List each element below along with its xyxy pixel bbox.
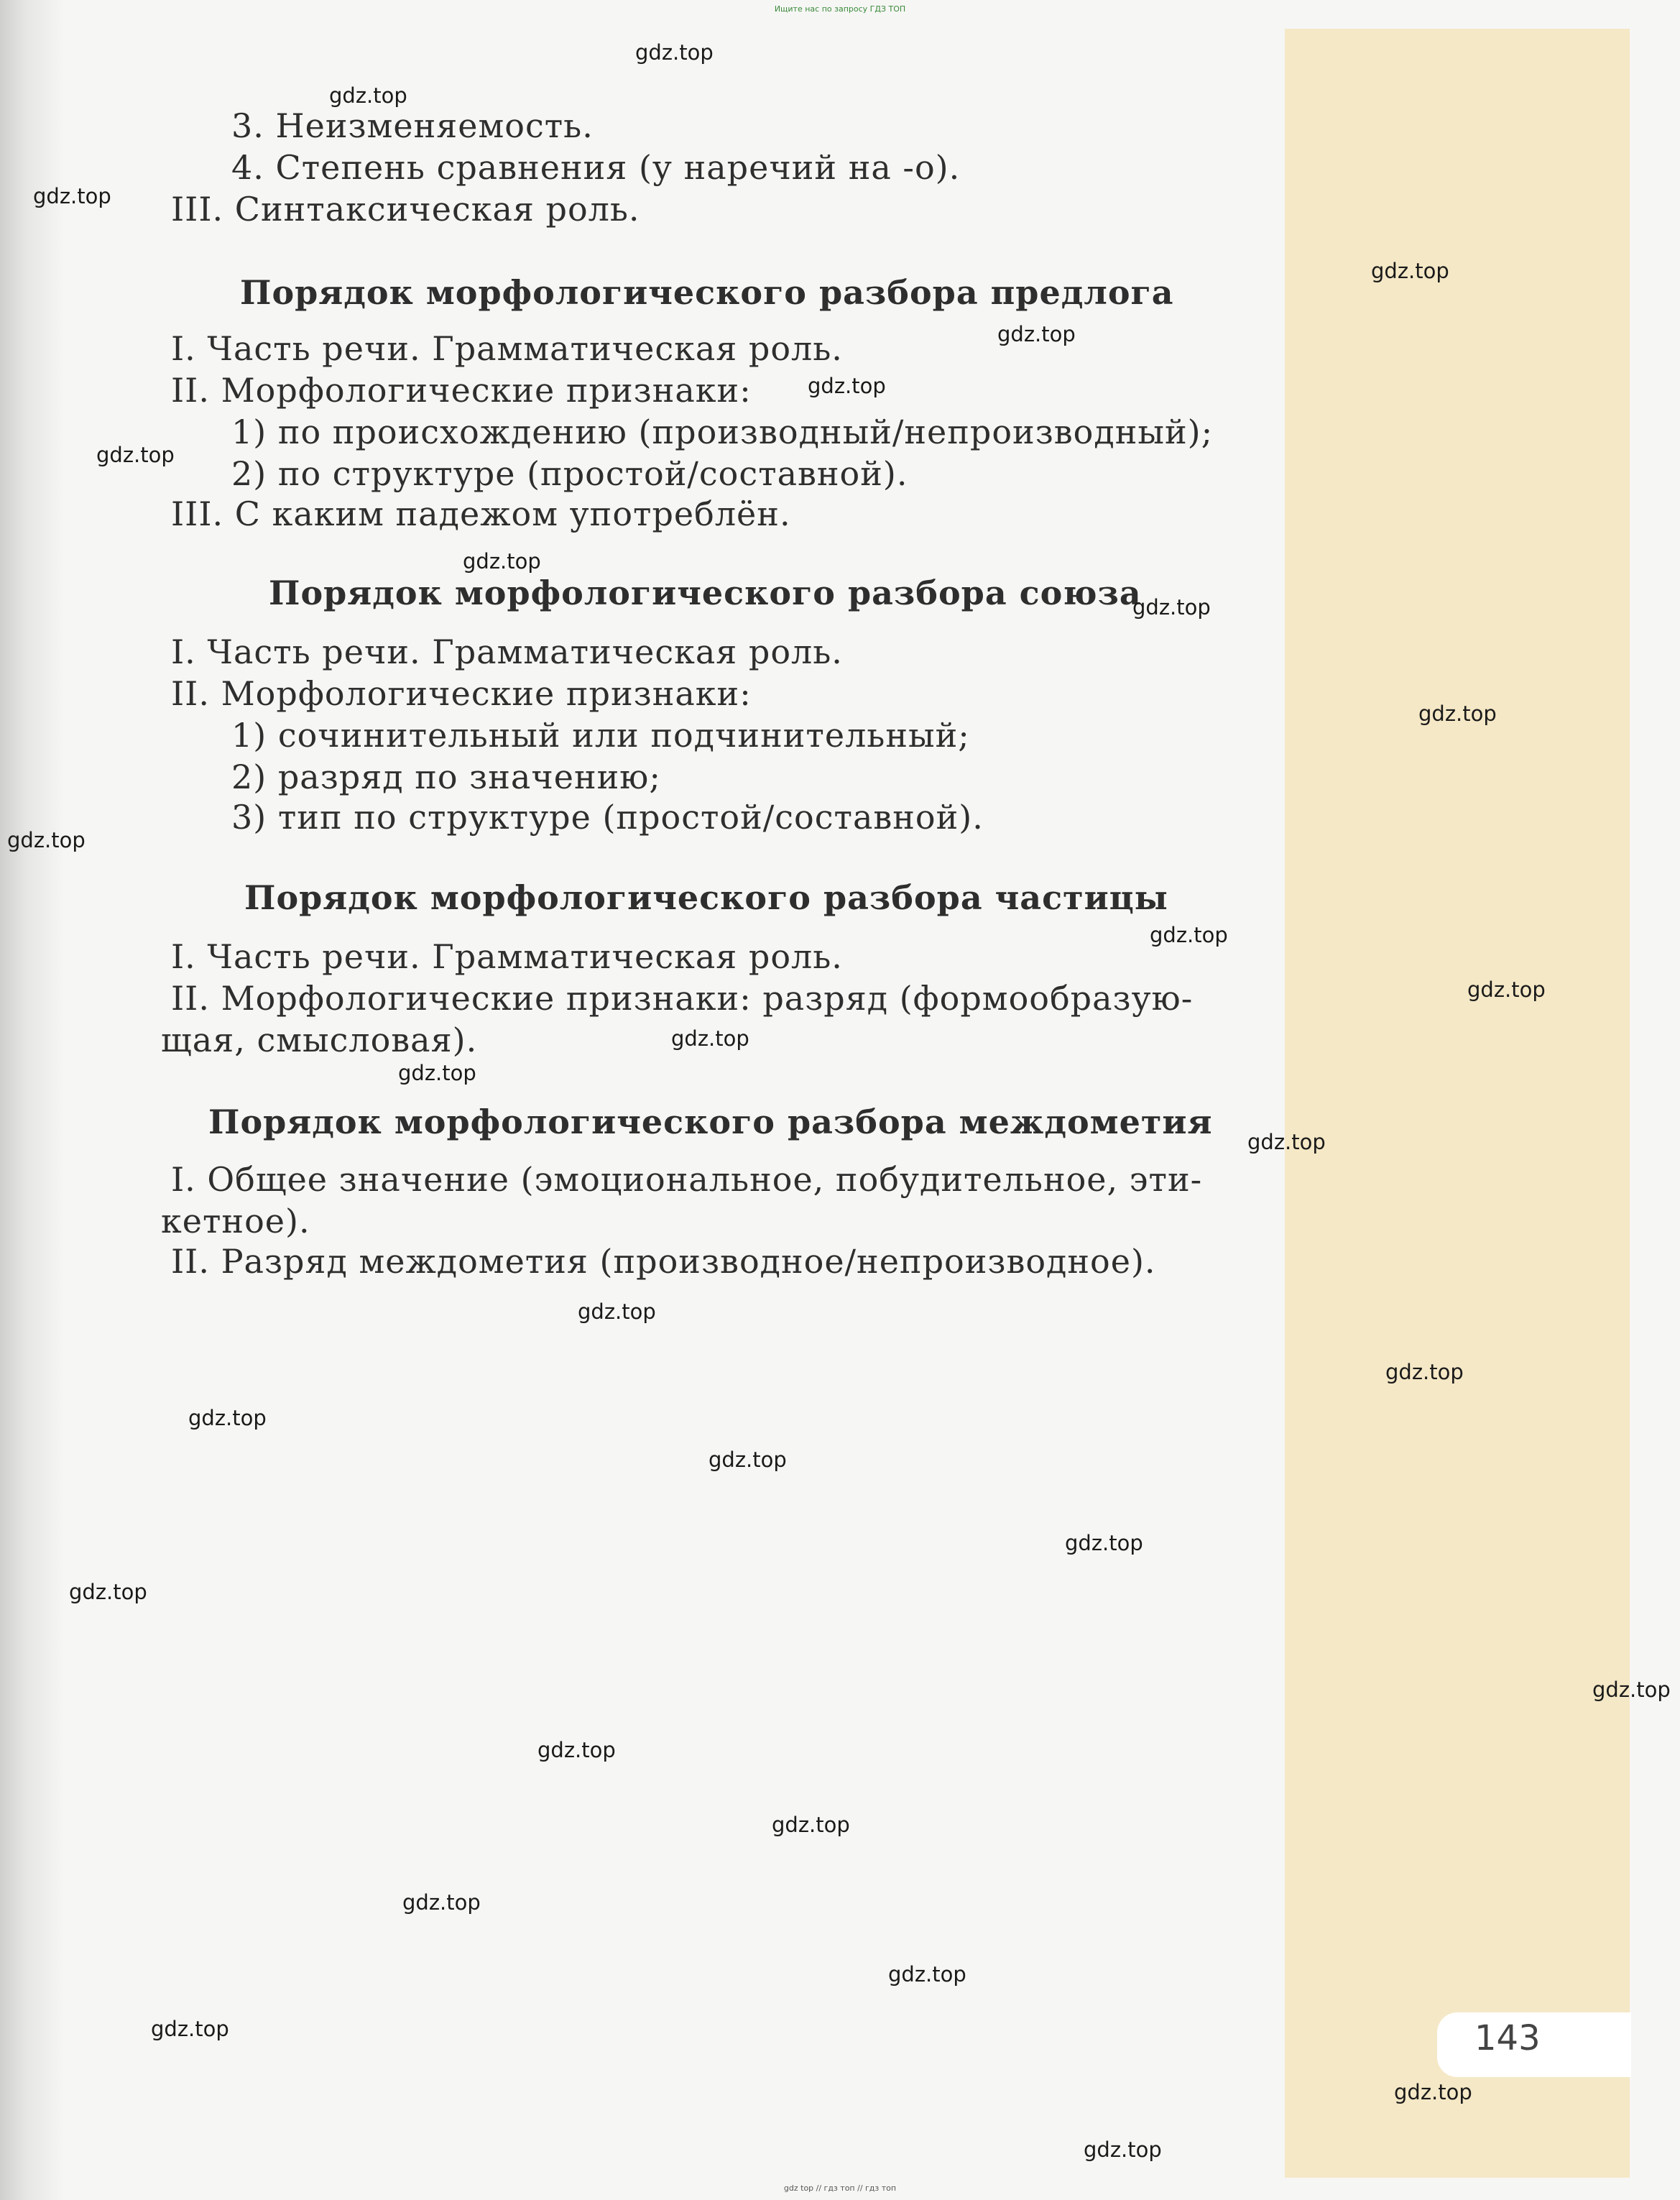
top-banner[interactable]: Ищите нас по запросу ГДЗ ТОП	[774, 4, 906, 14]
particle-line-2: II. Морфологические признаки: разряд (формообразую-	[171, 979, 1194, 1018]
bottom-banner[interactable]: gdz top // гдз топ // гдз топ	[783, 2183, 897, 2193]
page-number: 143	[1474, 2018, 1541, 2058]
watermark: gdz.top	[1371, 259, 1449, 283]
watermark: gdz.top	[463, 549, 541, 574]
watermark: gdz.top	[1467, 977, 1546, 1002]
watermark: gdz.top	[1418, 701, 1497, 726]
watermark: gdz.top	[33, 184, 111, 208]
section-heading-conjunction: Порядок морфологического разбора союза	[269, 574, 1142, 612]
preposition-line-3: 1) по происхождению (производный/непроизводный);	[231, 413, 1214, 451]
preposition-line-2: II. Морфологические признаки:	[171, 371, 752, 410]
interjection-line-2: кетное).	[161, 1202, 310, 1241]
watermark: gdz.top	[709, 1448, 787, 1472]
conjunction-line-1: I. Часть речи. Грамматическая роль.	[171, 632, 843, 671]
intro-line-3: 3. Неизменяемость.	[231, 106, 594, 145]
particle-line-1: I. Часть речи. Грамматическая роль.	[171, 937, 843, 976]
watermark: gdz.top	[537, 1738, 616, 1762]
watermark: gdz.top	[151, 2017, 229, 2041]
intro-line-syntax: III. Синтаксическая роль.	[171, 190, 640, 229]
conjunction-line-3: 1) сочинительный или подчинительный;	[231, 716, 970, 755]
section-heading-preposition: Порядок морфологического разбора предлога	[240, 273, 1174, 312]
watermark: gdz.top	[1394, 2080, 1472, 2104]
watermark: gdz.top	[402, 1890, 481, 1915]
book-spine-shadow	[0, 0, 65, 2200]
watermark: gdz.top	[1065, 1531, 1143, 1555]
watermark: gdz.top	[188, 1406, 267, 1430]
section-heading-interjection: Порядок морфологического разбора междометия	[208, 1103, 1213, 1141]
preposition-line-1: I. Часть речи. Грамматическая роль.	[171, 329, 843, 368]
watermark: gdz.top	[578, 1299, 656, 1324]
watermark: gdz.top	[398, 1061, 476, 1085]
watermark: gdz.top	[808, 374, 886, 398]
watermark: gdz.top	[671, 1026, 749, 1051]
watermark: gdz.top	[69, 1580, 147, 1604]
interjection-line-3: II. Разряд междометия (производное/непроизводное).	[171, 1242, 1156, 1281]
watermark: gdz.top	[1132, 595, 1211, 620]
intro-line-4: 4. Степень сравнения (у наречий на -o).	[231, 148, 961, 187]
watermark: gdz.top	[7, 828, 86, 852]
page-margin-band	[1285, 29, 1630, 2178]
interjection-line-1: I. Общее значение (эмоциональное, побудительное, эти-	[171, 1160, 1203, 1199]
watermark: gdz.top	[1150, 923, 1228, 947]
preposition-line-4: 2) по структуре (простой/составной).	[231, 454, 908, 493]
watermark: gdz.top	[888, 1962, 966, 1987]
conjunction-line-2: II. Морфологические признаки:	[171, 674, 752, 713]
watermark: gdz.top	[1084, 2137, 1162, 2162]
watermark: gdz.top	[1592, 1677, 1671, 1702]
watermark: gdz.top	[96, 443, 175, 467]
watermark: gdz.top	[329, 83, 407, 108]
watermark: gdz.top	[635, 40, 714, 65]
watermark: gdz.top	[1247, 1130, 1326, 1154]
particle-line-3: щая, смысловая).	[161, 1021, 478, 1059]
watermark: gdz.top	[1385, 1360, 1464, 1384]
conjunction-line-5: 3) тип по структуре (простой/составной).	[231, 798, 984, 837]
watermark: gdz.top	[997, 322, 1076, 346]
section-heading-particle: Порядок морфологического разбора частицы	[244, 878, 1168, 917]
preposition-line-5: III. С каким падежом употреблён.	[171, 494, 791, 533]
watermark: gdz.top	[772, 1813, 850, 1837]
conjunction-line-4: 2) разряд по значению;	[231, 758, 661, 796]
